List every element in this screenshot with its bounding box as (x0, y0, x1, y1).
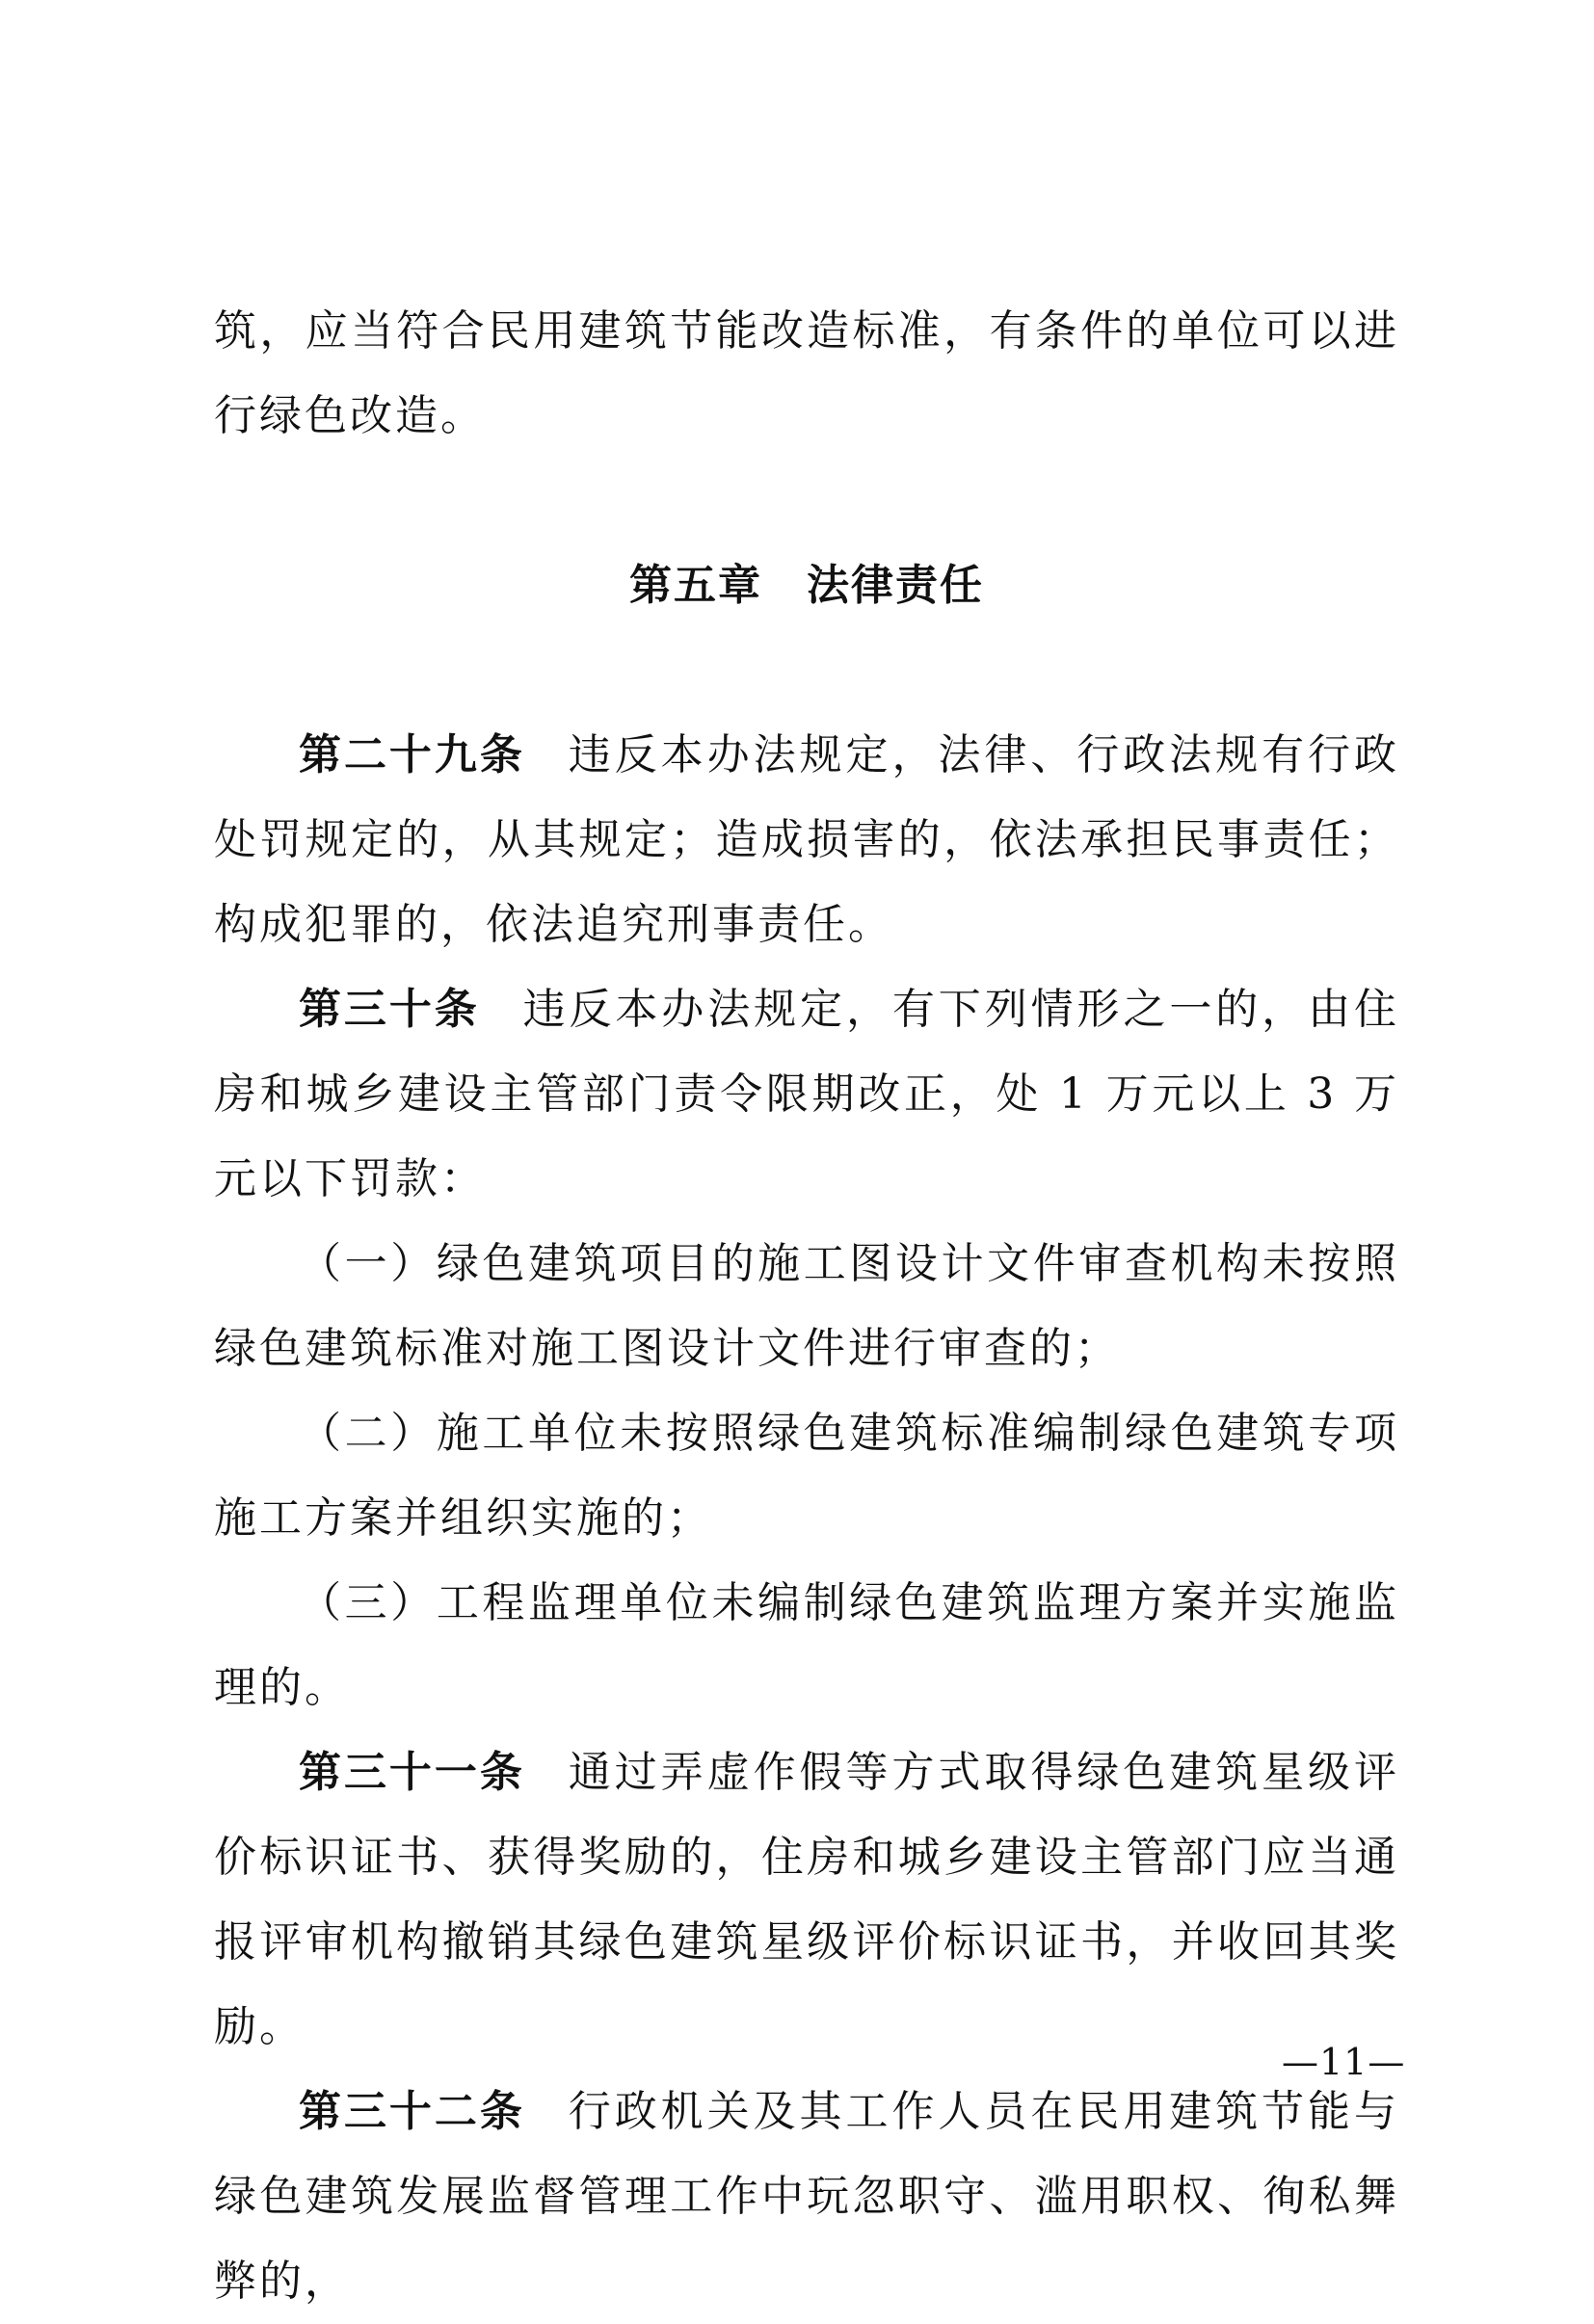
article-number: 第三十二条 (299, 2087, 525, 2136)
article-text: 通过弄虚作假等方式取得绿色建筑星级评价标识证书、获得奖励的，住房和城乡建设主管部门应当通报评审机构撤销其绿色建筑星级评价标识证书，并收回其奖励。 (214, 1748, 1400, 2051)
continuation-paragraph: 筑，应当符合民用建筑节能改造标准，有条件的单位可以进行绿色改造。 (214, 306, 1399, 440)
article-text: 违反本办法规定，法律、行政法规有行政处罚规定的，从其规定；造成损害的，依法承担民事责任；构成犯罪的，依法追究刑事责任。 (214, 730, 1400, 949)
article-number: 第三十条 (299, 985, 480, 1034)
list-item-1: （一）绿色建筑项目的施工图设计文件审查机构未按照绿色建筑标准对施工图设计文件进行审查的； (214, 1239, 1399, 1373)
chapter-title: 第五章 法律责任 (629, 561, 984, 610)
article-31 (214, 1730, 1399, 2070)
article-text: 违反本办法规定，有下列情形之一的，由住房和城乡建设主管部门责令限期改正，处 1 万元以上 3 万元以下罚款： (214, 985, 1400, 1203)
article-30 (214, 967, 1399, 1222)
list-item-3: （三）工程监理单位未编制绿色建筑监理方案并实施监理的。 (214, 1578, 1399, 1712)
list-item-2: （二）施工单位未按照绿色建筑标准编制绿色建筑专项施工方案并组织实施的； (214, 1409, 1399, 1543)
article-number: 第三十一条 (299, 1748, 525, 1797)
page-number: —11— (1282, 2041, 1406, 2083)
article-number: 第二十九条 (299, 730, 525, 779)
document-body (214, 289, 1399, 2324)
article-32 (214, 2070, 1399, 2324)
article-text: 行政机关及其工作人员在民用建筑节能与绿色建筑发展监督管理工作中玩忽职守、滥用职权、徇私舞弊的， (214, 2087, 1400, 2306)
article-29 (214, 713, 1399, 967)
